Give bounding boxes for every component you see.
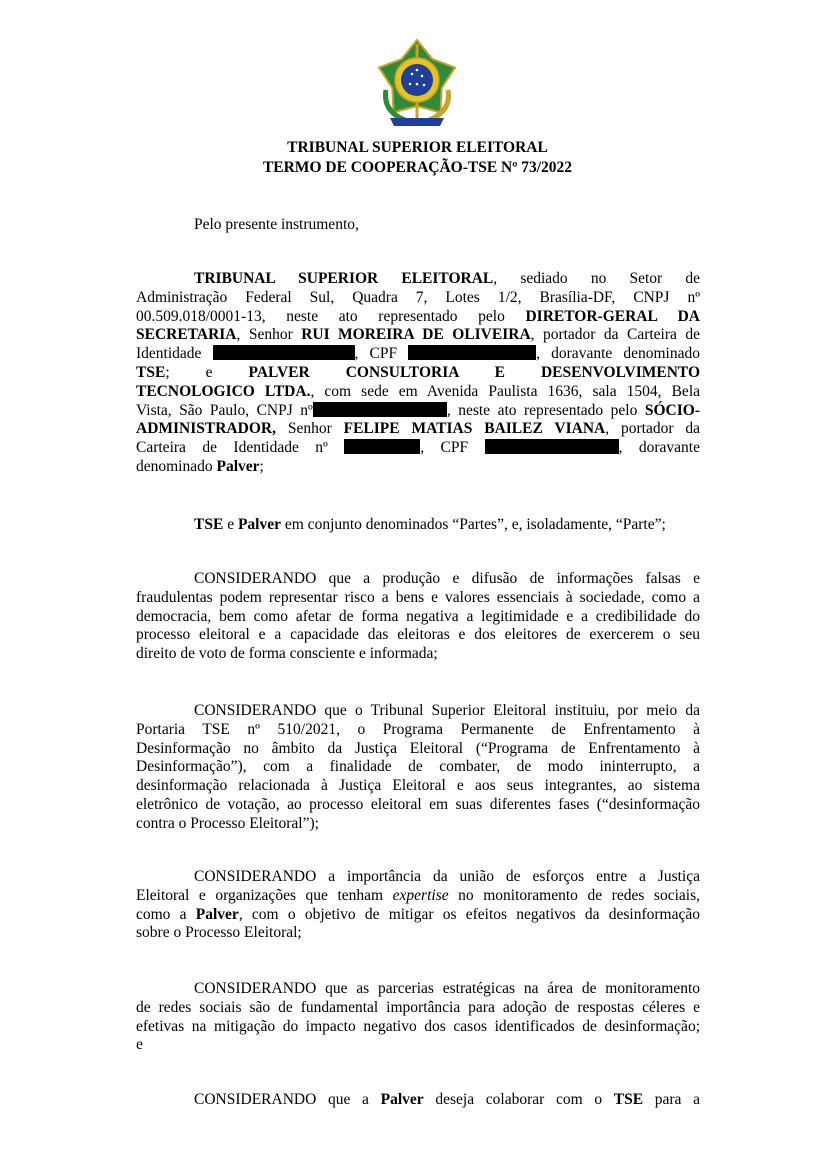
redacted-block bbox=[313, 402, 447, 417]
document-header bbox=[0, 138, 815, 178]
joint-paragraph: TSE e Palver em conjunto denominados “Partes”, e, isoladamente, “Parte”; bbox=[194, 516, 666, 533]
intro-paragraph: Pelo presente instrumento, bbox=[194, 216, 359, 233]
considerando-1: CONSIDERANDO que a produção e difusão de informações falsas e fraudulentas podem representar risco a bens e valores essenciais à sociedade, como a democracia, bem como afetar de forma negativa a legitimidade e a credibilidade do processo eleitoral e a capacidade das eleitoras e dos eleitores de exercerem o seu direito de voto de forma consciente e informada; bbox=[136, 570, 700, 663]
header-court-name: TRIBUNAL SUPERIOR ELEITORAL bbox=[287, 139, 548, 156]
redacted-block bbox=[408, 345, 536, 360]
redacted-block bbox=[344, 439, 420, 454]
considerando-4: CONSIDERANDO que as parcerias estratégicas na área de monitoramento de redes sociais são de fundamental importância para adoção de respostas céleres e efetivas na mitigação do impacto negativo dos casos identificados de desinformação; e bbox=[136, 980, 700, 1054]
brazil-coat-of-arms-icon bbox=[372, 38, 462, 130]
considerando-2: CONSIDERANDO que o Tribunal Superior Eleitoral instituiu, por meio da Portaria TSE nº 510/2021, o Programa Permanente de Enfrentamento à Desinformação no âmbito da Justiça Eleitoral (“Programa de Enfrentamento à Desinformação”), com a finalidade de combater, de modo ininterrupto, a desinformação relacionada à Justiça Eleitoral e aos seus integrantes, ao sistema eletrônico de votação, ao processo eleitoral em suas diferentes fases (“desinformação contra o Processo Eleitoral”); bbox=[136, 702, 700, 832]
considerando-5: CONSIDERANDO que a Palver deseja colaborar com o TSE para a bbox=[194, 1091, 700, 1108]
header-term-title: TERMO DE COOPERAÇÃO-TSE Nº 73/2022 bbox=[262, 159, 573, 176]
redacted-block bbox=[485, 439, 619, 454]
considerando-3: CONSIDERANDO a importância da união de esforços entre a Justiça Eleitoral e organizações que tenham expertise no monitoramento de redes sociais, como a Palver, com o objetivo de mitigar os efeitos negativos da desinformação sobre o Processo Eleitoral; bbox=[136, 868, 700, 942]
parties-paragraph: TRIBUNAL SUPERIOR ELEITORAL, sediado no Setor de Administração Federal Sul, Quadra 7, Lotes 1/2, Brasília-DF, CNPJ nº 00.509.018/0001-13, neste ato representado pelo DIRETOR-GERAL DA SECRETARIA, Senhor RUI MOREIRA DE OLIVEIRA, portador da Carteira de Identidade , CPF , doravante denominado TSE; e PALVER CONSULTORIA E DESENVOLVIMENTO TECNOLOGICO LTDA., com sede em Avenida Paulista 1636, sala 1504, Bela Vista, São Paulo, CNPJ nº , neste ato representado pelo SÓCIO- ADMINISTRADOR, Senhor FELIPE MATIAS BAILEZ VIANA, portador da Carteira de Identidade nº , CPF , doravante denominado Palver; bbox=[136, 270, 701, 475]
redacted-block bbox=[213, 345, 355, 360]
